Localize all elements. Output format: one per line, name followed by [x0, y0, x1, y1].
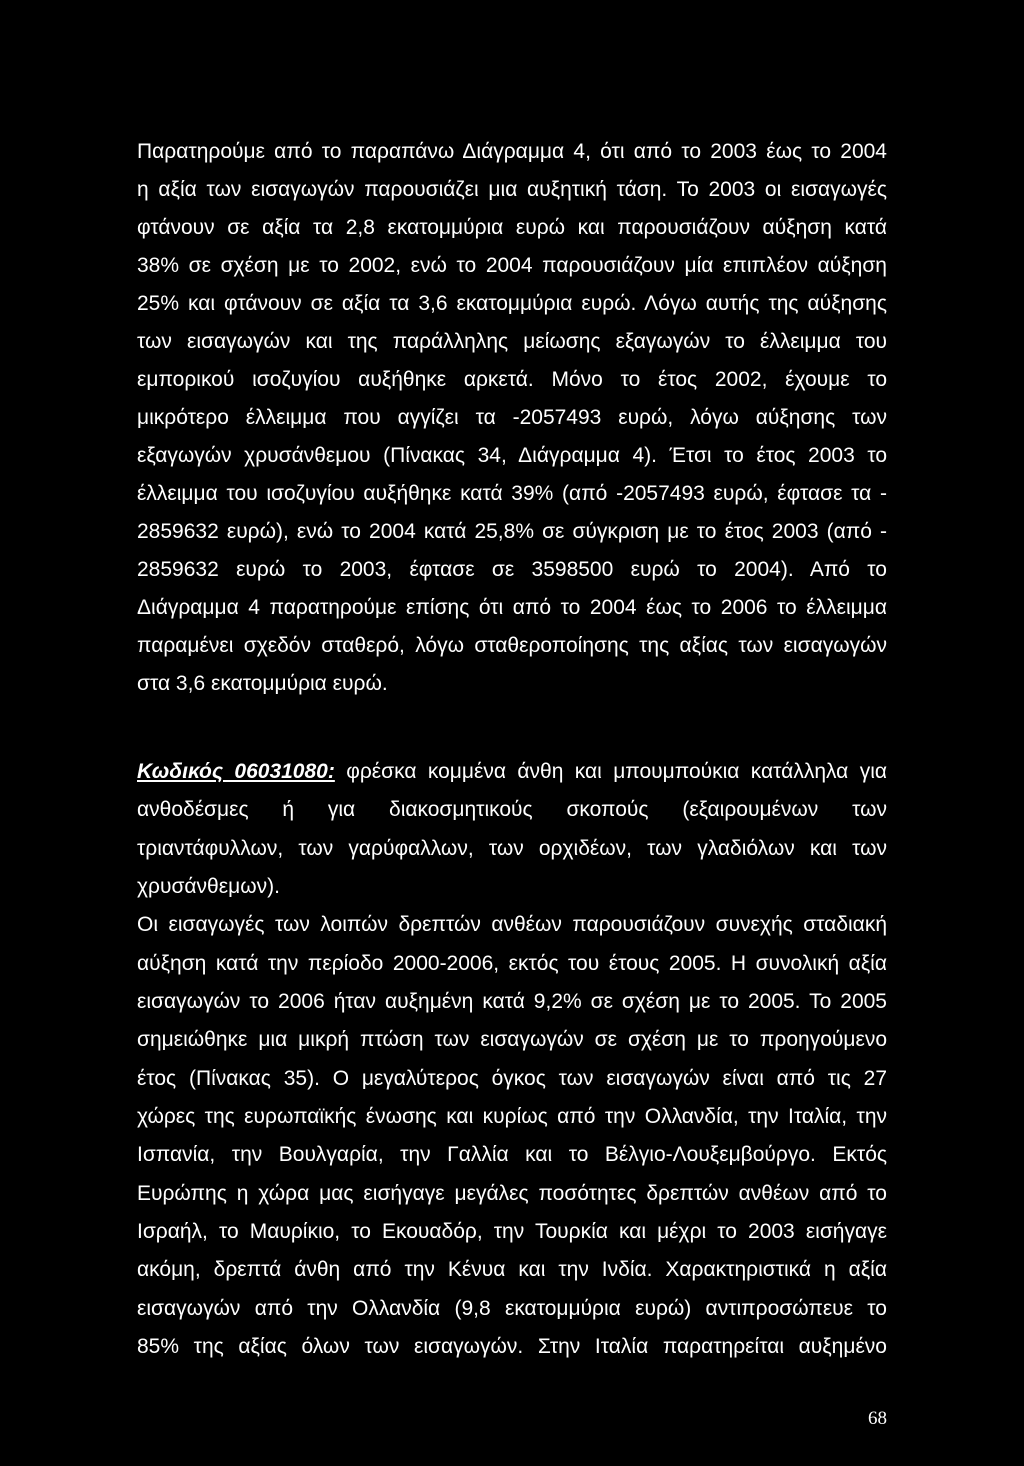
paragraph-line	[137, 753, 887, 791]
paragraph-line-text: φρέσκα κομμένα άνθη και μπουμπούκια κατάλληλα για	[346, 760, 888, 783]
paragraph-line: μικρότερο έλλειμμα που αγγίζει τα -2057493 ευρώ, λόγω αύξησης των	[137, 406, 887, 429]
paragraph-line: Ισραήλ, το Μαυρίκιο, το Εκουαδόρ, την Τουρκία και μέχρι το 2003 εισήγαγε	[137, 1220, 887, 1243]
paragraph-line: έλλειμμα του ισοζυγίου αυξήθηκε κατά 39% (από -2057493 ευρώ, έφτασε τα -	[137, 482, 887, 505]
paragraph-line: 2859632 ευρώ), ενώ το 2004 κατά 25,8% σε σύγκριση με το έτος 2003 (από -	[137, 520, 887, 543]
page-number: 68	[868, 1408, 887, 1429]
paragraph-line: αύξηση κατά την περίοδο 2000-2006, εκτός του έτους 2005. Η συνολική αξία	[137, 952, 887, 975]
paragraph-line: Οι εισαγωγές των λοιπών δρεπτών ανθέων παρουσιάζουν συνεχής σταδιακή	[137, 913, 887, 936]
paragraph-line: εισαγωγών από την Ολλανδία (9,8 εκατομμύρια ευρώ) αντιπροσώπευε το	[137, 1297, 887, 1320]
paragraph-line: Παρατηρούμε από το παραπάνω Διάγραμμα 4, ότι από το 2003 έως το 2004	[137, 140, 887, 163]
paragraph-line: ανθοδέσμες ή για διακοσμητικούς σκοπούς (εξαιρουμένων των	[137, 798, 887, 821]
paragraph-line: τριαντάφυλλων, των γαρύφαλλων, των ορχιδέων, των γλαδιόλων και των	[137, 837, 887, 860]
paragraph-line: των εισαγωγών και της παράλληλης μείωσης εξαγωγών το έλλειμμα του	[137, 330, 887, 353]
paragraph-line: Ευρώπης η χώρα μας εισήγαγε μεγάλες ποσότητες δρεπτών ανθέων από το	[137, 1182, 887, 1205]
paragraph-line: 25% και φτάνουν σε αξία τα 3,6 εκατομμύρια ευρώ. Λόγω αυτής της αύξησης	[137, 292, 887, 315]
paragraph-line: η αξία των εισαγωγών παρουσιάζει μια αυξητική τάση. Το 2003 οι εισαγωγές	[137, 178, 887, 201]
paragraph-line: Διάγραμμα 4 παρατηρούμε επίσης ότι από το 2004 έως το 2006 το έλλειμμα	[137, 596, 887, 619]
paragraph-line: εξαγωγών χρυσάνθεμου (Πίνακας 34, Διάγραμμα 4). Έτσι το έτος 2003 το	[137, 444, 887, 467]
paragraph-line: 2859632 ευρώ το 2003, έφτασε σε 3598500 ευρώ το 2004). Από το	[137, 558, 887, 581]
product-code-label: Κωδικός 06031080:	[137, 760, 335, 783]
paragraph-line: χρυσάνθεμων).	[137, 875, 280, 898]
paragraph-line: ακόμη, δρεπτά άνθη από την Κένυα και την Ινδία. Χαρακτηριστικά η αξία	[137, 1258, 887, 1281]
paragraph-line: χώρες της ευρωπαϊκής ένωσης και κυρίως από την Ολλανδία, την Ιταλία, την	[137, 1105, 887, 1128]
paragraph-line: στα 3,6 εκατομμύρια ευρώ.	[137, 672, 388, 695]
paragraph-line: εισαγωγών το 2006 ήταν αυξημένη κατά 9,2% σε σχέση με το 2005. Το 2005	[137, 990, 887, 1013]
paragraph-line: εμπορικού ισοζυγίου αυξήθηκε αρκετά. Μόνο το έτος 2002, έχουμε το	[137, 368, 887, 391]
paragraph-line: Ισπανία, την Βουλγαρία, την Γαλλία και το Βέλγιο-Λουξεμβούργο. Εκτός	[137, 1143, 887, 1166]
paragraph-line: φτάνουν σε αξία τα 2,8 εκατομμύρια ευρώ και παρουσιάζουν αύξηση κατά	[137, 216, 887, 239]
paragraph-line: 38% σε σχέση με το 2002, ενώ το 2004 παρουσιάζουν μία επιπλέον αύξηση	[137, 254, 887, 277]
paragraph-line: σημειώθηκε μια μικρή πτώση των εισαγωγών σε σχέση με το προηγούμενο	[137, 1028, 887, 1051]
paragraph-line: 85% της αξίας όλων των εισαγωγών. Στην Ιταλία παρατηρείται αυξημένο	[137, 1335, 887, 1358]
paragraph-line: έτος (Πίνακας 35). Ο μεγαλύτερος όγκος των εισαγωγών είναι από τις 27	[137, 1067, 887, 1090]
paragraph-line: παραμένει σχεδόν σταθερό, λόγω σταθεροποίησης της αξίας των εισαγωγών	[137, 634, 887, 657]
